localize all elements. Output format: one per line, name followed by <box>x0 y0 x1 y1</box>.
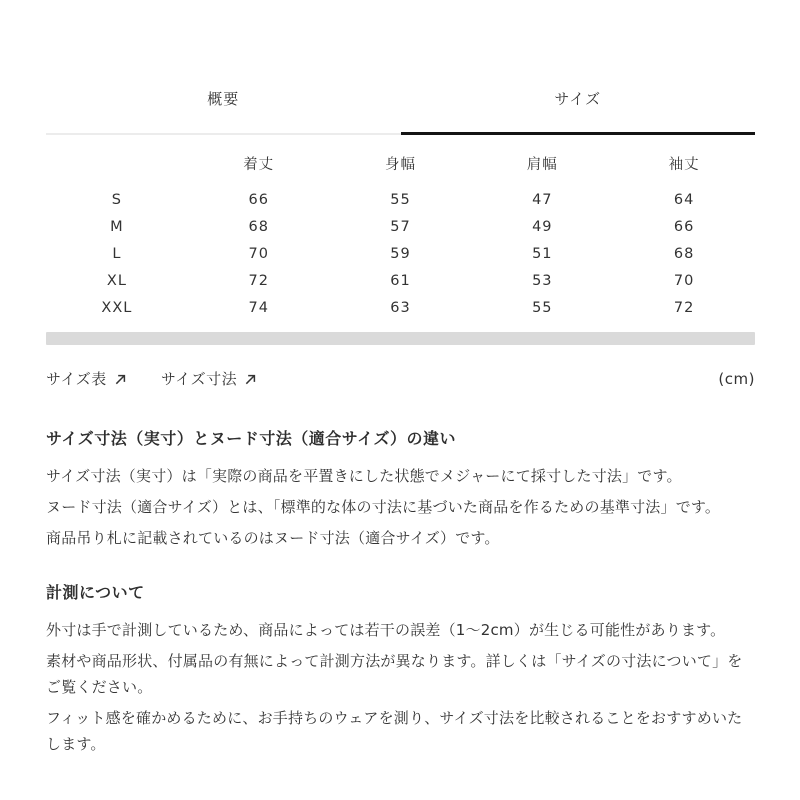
cell-value: 59 <box>390 245 411 262</box>
cell-value: 70 <box>673 272 695 289</box>
column-header: 肩幅 <box>526 157 558 173</box>
section-paragraph: 商品吊り札に記載されているのはヌード寸法（適合サイズ）です。 <box>46 529 500 547</box>
cell-value: 61 <box>390 272 411 289</box>
size-measurement-link-label: サイズ寸法 <box>160 370 238 388</box>
links-row <box>46 368 755 389</box>
external-link-arrow-icon <box>114 372 127 385</box>
table-row <box>46 294 755 321</box>
cell-value: 72 <box>673 299 695 316</box>
size-column-header <box>46 153 188 186</box>
size-label: XXL <box>101 299 133 316</box>
section-title: サイズ寸法（実寸）とヌード寸法（適合サイズ）の違い <box>46 429 456 448</box>
size-label: M <box>110 218 124 235</box>
column-header: 袖丈 <box>668 157 700 173</box>
cell-value: 70 <box>248 245 269 262</box>
cell-value: 63 <box>390 299 411 316</box>
table-horizontal-scrollbar[interactable] <box>46 332 755 345</box>
column-header: 身幅 <box>384 157 416 173</box>
tab-overview[interactable] <box>46 88 401 135</box>
size-chart-link[interactable] <box>46 368 127 389</box>
section-size-vs-nude <box>46 426 755 551</box>
tab-size[interactable] <box>401 88 756 135</box>
section-measurement-notes <box>46 580 755 757</box>
tab-size-label: サイズ <box>554 90 602 108</box>
size-table-header-row <box>46 153 755 186</box>
column-header: 着丈 <box>243 157 275 173</box>
unit-label: (cm) <box>718 369 755 388</box>
section-title: 計測について <box>46 583 145 602</box>
size-chart-link-label: サイズ表 <box>46 370 107 388</box>
section-paragraph: 素材や商品形状、付属品の有無によって計測方法が異なります。詳しくは「サイズの寸法について」をご覧ください。 <box>46 652 743 696</box>
cell-value: 66 <box>673 218 695 235</box>
section-paragraph: フィット感を確かめるために、お手持ちのウェアを測り、サイズ寸法を比較されることをおすすめいたします。 <box>46 709 743 753</box>
section-paragraph: 外寸は手で計測しているため、商品によっては若干の誤差（1～2cm）が生じる可能性があります。 <box>46 621 726 639</box>
table-row <box>46 240 755 267</box>
cell-value: 49 <box>532 218 553 235</box>
table-row <box>46 267 755 294</box>
cell-value: 55 <box>532 299 553 316</box>
cell-value: 47 <box>532 191 553 208</box>
section-paragraph: ヌード寸法（適合サイズ）とは、「標準的な体の寸法に基づいた商品を作るための基準寸法」です。 <box>46 498 721 516</box>
size-measurement-link[interactable] <box>161 368 257 389</box>
external-link-arrow-icon <box>244 372 257 385</box>
cell-value: 57 <box>390 218 411 235</box>
cell-value: 53 <box>532 272 553 289</box>
cell-value: 51 <box>532 245 553 262</box>
cell-value: 66 <box>248 191 269 208</box>
size-table <box>46 153 755 321</box>
table-row <box>46 213 755 240</box>
cell-value: 74 <box>248 299 269 316</box>
size-label: L <box>112 245 122 262</box>
section-paragraph: サイズ寸法（実寸）は「実際の商品を平置きにした状態でメジャーにて採寸した寸法」です。 <box>46 467 682 485</box>
cell-value: 64 <box>673 191 695 208</box>
cell-value: 68 <box>673 245 695 262</box>
cell-value: 55 <box>390 191 411 208</box>
tab-bar <box>46 88 755 135</box>
cell-value: 72 <box>248 272 269 289</box>
size-label: S <box>111 191 122 208</box>
size-label: XL <box>106 272 127 289</box>
tab-overview-label: 概要 <box>207 90 240 108</box>
cell-value: 68 <box>248 218 269 235</box>
table-row <box>46 186 755 213</box>
